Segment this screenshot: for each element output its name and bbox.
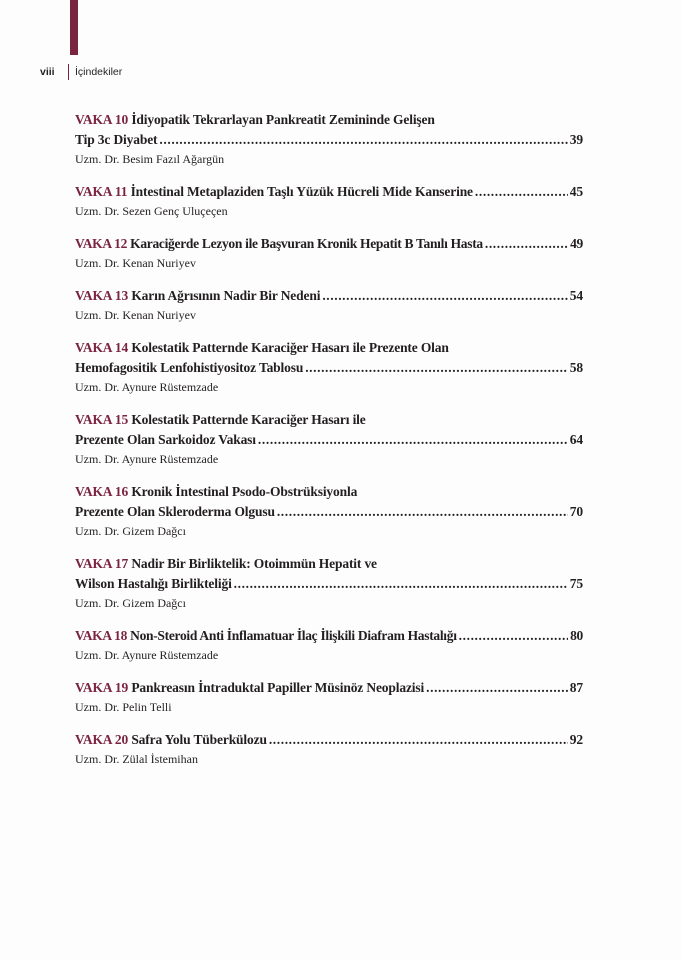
toc-entry-line [75, 182, 583, 202]
toc-entry-vaka-15[interactable] [75, 410, 583, 468]
toc-entry-vaka-14[interactable] [75, 338, 583, 396]
entry-title: Kolestatik Patternde Karaciğer Hasarı ile [131, 412, 366, 427]
toc-entry-line [75, 338, 583, 358]
toc-entry-line [75, 626, 583, 646]
case-label: VAKA 15 [75, 412, 129, 427]
case-label: VAKA 14 [75, 340, 129, 355]
page-ref: 70 [569, 504, 583, 519]
page-ref: 80 [570, 628, 583, 643]
toc-entry-vaka-16[interactable] [75, 482, 583, 540]
table-of-contents [75, 110, 583, 782]
toc-entry-vaka-17[interactable] [75, 554, 583, 612]
toc-entry-line [75, 234, 583, 254]
leader-dots [459, 626, 568, 646]
entry-author: Uzm. Dr. Zülal İstemihan [75, 752, 198, 766]
page-ref: 75 [569, 576, 583, 591]
case-label: VAKA 20 [75, 732, 129, 747]
leader-dots [305, 358, 568, 378]
page-ref: 87 [569, 680, 583, 695]
leader-dots [426, 678, 568, 698]
case-label: VAKA 11 [75, 184, 128, 199]
entry-title: Non-Steroid Anti İnflamatuar İlaç İlişkili Diafram Hastalığı [130, 628, 457, 643]
entry-title-continued: Hemofagositik Lenfohistiyositoz Tablosu [75, 360, 304, 375]
entry-title: Kolestatik Patternde Karaciğer Hasarı ile Prezente Olan [131, 340, 449, 355]
case-label: VAKA 19 [75, 680, 129, 695]
entry-author: Uzm. Dr. Aynure Rüstemzade [75, 452, 219, 466]
case-label: VAKA 10 [75, 112, 129, 127]
leader-dots [159, 130, 567, 150]
entry-author: Uzm. Dr. Aynure Rüstemzade [75, 648, 219, 662]
toc-entry-vaka-19[interactable] [75, 678, 583, 716]
entry-title: Karın Ağrısının Nadir Bir Nedeni [131, 288, 321, 303]
entry-author: Uzm. Dr. Kenan Nuriyev [75, 308, 196, 322]
toc-entry-line [75, 286, 583, 306]
leader-dots [277, 502, 568, 522]
toc-entry-vaka-13[interactable] [75, 286, 583, 324]
case-label: VAKA 12 [75, 236, 128, 251]
page-header [40, 63, 122, 81]
header-accent-bar [70, 0, 78, 55]
entry-title: İdiyopatik Tekrarlayan Pankreatit Zemininde Gelişen [131, 112, 435, 127]
toc-entry-line [75, 358, 583, 378]
leader-dots [234, 574, 568, 594]
entry-author: Uzm. Dr. Besim Fazıl Ağargün [75, 152, 225, 166]
header-divider [68, 64, 69, 80]
case-label: VAKA 18 [75, 628, 128, 643]
entry-title: Kronik İntestinal Psodo-Obstrüksiyonla [131, 484, 358, 499]
leader-dots [258, 430, 568, 450]
leader-dots [269, 730, 568, 750]
page-ref: 49 [570, 236, 583, 251]
page-ref: 54 [569, 288, 583, 303]
entry-title: Pankreasın İntraduktal Papiller Müsinöz Neoplazisi [131, 680, 425, 695]
page-ref: 45 [569, 184, 583, 199]
toc-entry-line [75, 482, 583, 502]
toc-entry-line [75, 730, 583, 750]
entry-title: Nadir Bir Birliktelik: Otoimmün Hepatit ve [131, 556, 377, 571]
entry-author: Uzm. Dr. Sezen Genç Uluçeçen [75, 204, 228, 218]
page-ref: 58 [569, 360, 583, 375]
toc-entry-line [75, 110, 583, 130]
leader-dots [485, 234, 568, 254]
entry-author: Uzm. Dr. Kenan Nuriyev [75, 256, 196, 270]
toc-entry-line [75, 554, 583, 574]
toc-entry-line [75, 502, 583, 522]
entry-author: Uzm. Dr. Aynure Rüstemzade [75, 380, 219, 394]
section-title: İçindekiler [75, 66, 123, 78]
toc-entry-line [75, 574, 583, 594]
toc-entry-vaka-18[interactable] [75, 626, 583, 664]
page-ref: 39 [569, 132, 583, 147]
toc-entry-vaka-20[interactable] [75, 730, 583, 768]
page-number: viii [40, 66, 55, 78]
toc-entry-vaka-10[interactable] [75, 110, 583, 168]
entry-author: Uzm. Dr. Pelin Telli [75, 700, 172, 714]
toc-entry-vaka-11[interactable] [75, 182, 583, 220]
toc-entry-line [75, 678, 583, 698]
entry-title: Safra Yolu Tüberkülozu [131, 732, 267, 747]
page-ref: 92 [569, 732, 583, 747]
case-label: VAKA 17 [75, 556, 129, 571]
entry-title-continued: Wilson Hastalığı Birlikteliği [75, 576, 232, 591]
entry-title: İntestinal Metaplaziden Taşlı Yüzük Hücreli Mide Kanserine [130, 184, 473, 199]
leader-dots [475, 182, 568, 202]
entry-author: Uzm. Dr. Gizem Dağcı [75, 596, 186, 610]
case-label: VAKA 16 [75, 484, 129, 499]
entry-title: Karaciğerde Lezyon ile Başvuran Kronik Hepatit B Tanılı Hasta [130, 236, 483, 251]
toc-entry-line [75, 430, 583, 450]
entry-title-continued: Prezente Olan Skleroderma Olgusu [75, 504, 275, 519]
case-label: VAKA 13 [75, 288, 129, 303]
toc-entry-line [75, 130, 583, 150]
leader-dots [322, 286, 567, 306]
toc-entry-vaka-12[interactable] [75, 234, 583, 272]
entry-title-continued: Tip 3c Diyabet [75, 132, 158, 147]
entry-author: Uzm. Dr. Gizem Dağcı [75, 524, 186, 538]
page-ref: 64 [569, 432, 583, 447]
entry-title-continued: Prezente Olan Sarkoidoz Vakası [75, 432, 256, 447]
toc-entry-line [75, 410, 583, 430]
